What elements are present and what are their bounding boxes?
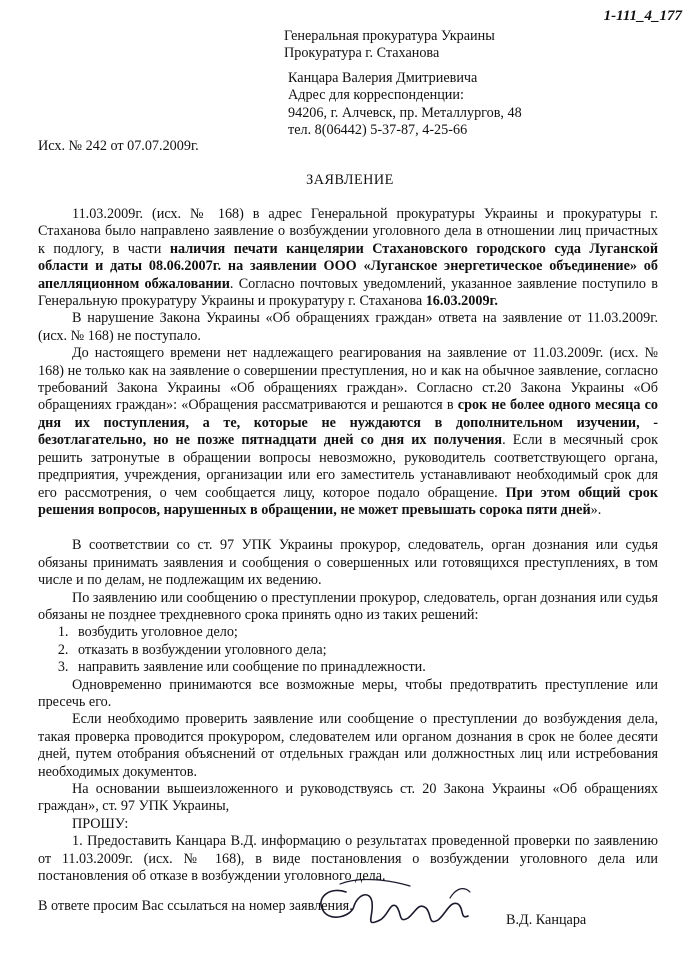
- list-item: 1. возбудить уголовное дело;: [72, 624, 658, 641]
- paragraph-7: Если необходимо проверить заявление или сообщение о преступлении до возбуждения дела, такая проверка проводится прокурором, следователем или органом дознания в срок не более десяти дней, путем отобрания объяснений от отдельных граждан или должностных лиц или истребования необходимых документов.: [38, 711, 658, 780]
- recipient-line-2: Прокуратура г. Стаханова: [284, 45, 440, 62]
- outgoing-number: Исх. № 242 от 07.07.2009г.: [38, 138, 199, 154]
- paragraph-6: Одновременно принимаются все возможные меры, чтобы предотвратить преступление или пресечь его.: [38, 676, 658, 710]
- document-body: [38, 206, 658, 885]
- sender-block: [288, 70, 522, 140]
- paragraph-1: 11.03.2009г. (исх. № 168) в адрес Генеральной прокуратуры Украины и прокуратуры г. Стаханова было направлено заявление о возбуждении уголовного дела в отношении лиц причастных к подлогу, в части наличия печати канцелярии Стахановского городского суда Луганской области и даты 08.06.2007г. на заявлении ООО «Луганское энергетическое объединение» об апелляционном обжаловании. Согласно почтовых уведомлений, указанное заявление поступило в Генеральную прокуратуру Украины и прокуратуру г. Стаханова 16.03.2009г.: [38, 206, 658, 310]
- document-id: 1-111_4_177: [603, 8, 682, 24]
- list-item: 2. отказать в возбуждении уголовного дела;: [72, 642, 658, 659]
- reply-reference-note: В ответе просим Вас ссылаться на номер заявления.: [38, 898, 353, 914]
- list-item: 3. направить заявление или сообщение по принадлежности.: [72, 659, 658, 676]
- signer-name: В.Д. Канцара: [506, 912, 587, 928]
- sender-phone: тел. 8(06442) 5-37-87, 4-25-66: [288, 122, 468, 139]
- paragraph-2: В нарушение Закона Украины «Об обращениях граждан» ответа на заявление от 11.03.2009г. (исх. № 168) не поступало.: [38, 310, 658, 344]
- paragraph-3: До настоящего времени нет надлежащего реагирования на заявление от 11.03.2009г. (исх. № 168) не только как на заявление о совершении преступления, но и как на обычное заявление, согласно требований Закона Украины «Об обращениях граждан». Согласно ст.20 Закона Украины «Об обращениях граждан»: «Обращения рассматриваются и решаются в срок не более одного месяца со дня их поступления, а те, которые не нуждаются в дополнительном изучении, - безотлагательно, но не позже пятнадцати дней со дня их получения. Если в месячный срок решить затронутые в обращении вопросы невозможно, руководитель соответствующего органа, предприятия, учреждения, организации или его заместитель устанавливают необходимый срок для его рассмотрения, о чем сообщается лицу, которое подало обращение. При этом общий срок решения вопросов, нарушенных в обращении, не может превышать сорока пяти дней».: [38, 345, 658, 518]
- recipient-line-1: Генеральная прокуратура Украины: [284, 28, 495, 44]
- paragraph-8: На основании вышеизложенного и руководствуясь ст. 20 Закона Украины «Об обращениях граждан», ст. 97 УПК Украины,: [38, 781, 658, 815]
- paragraph-4: В соответствии со ст. 97 УПК Украины прокурор, следователь, орган дознания или судья обязаны принимать заявления и сообщения о совершенных или готовящихся преступлениях, в том числе и по делам, не подлежащим их ведению.: [38, 537, 658, 589]
- decision-list: [38, 624, 658, 676]
- sender-name: Канцара Валерия Дмитриевича: [288, 70, 478, 86]
- recipient-block: [284, 28, 495, 63]
- document-title: ЗАЯВЛЕНИЕ: [306, 172, 394, 188]
- request-heading: ПРОШУ:: [72, 815, 129, 832]
- paragraph-5: По заявлению или сообщению о преступлении прокурор, следователь, орган дознания или судья обязаны не позднее трехдневного срока принять одно из таких решений:: [38, 589, 658, 623]
- sender-address-label: Адрес для корреспонденции:: [288, 87, 464, 104]
- request-item: 1. Предоставить Канцара В.Д. информацию о результатах проведенной проверки по заявлению от 11.03.2009г. (исх. № 168), в виде постановления о возбуждении уголовного дела или постановления об отказе в возбуждении уголовного дела.: [38, 833, 658, 885]
- sender-address: 94206, г. Алчевск, пр. Металлургов, 48: [288, 104, 522, 121]
